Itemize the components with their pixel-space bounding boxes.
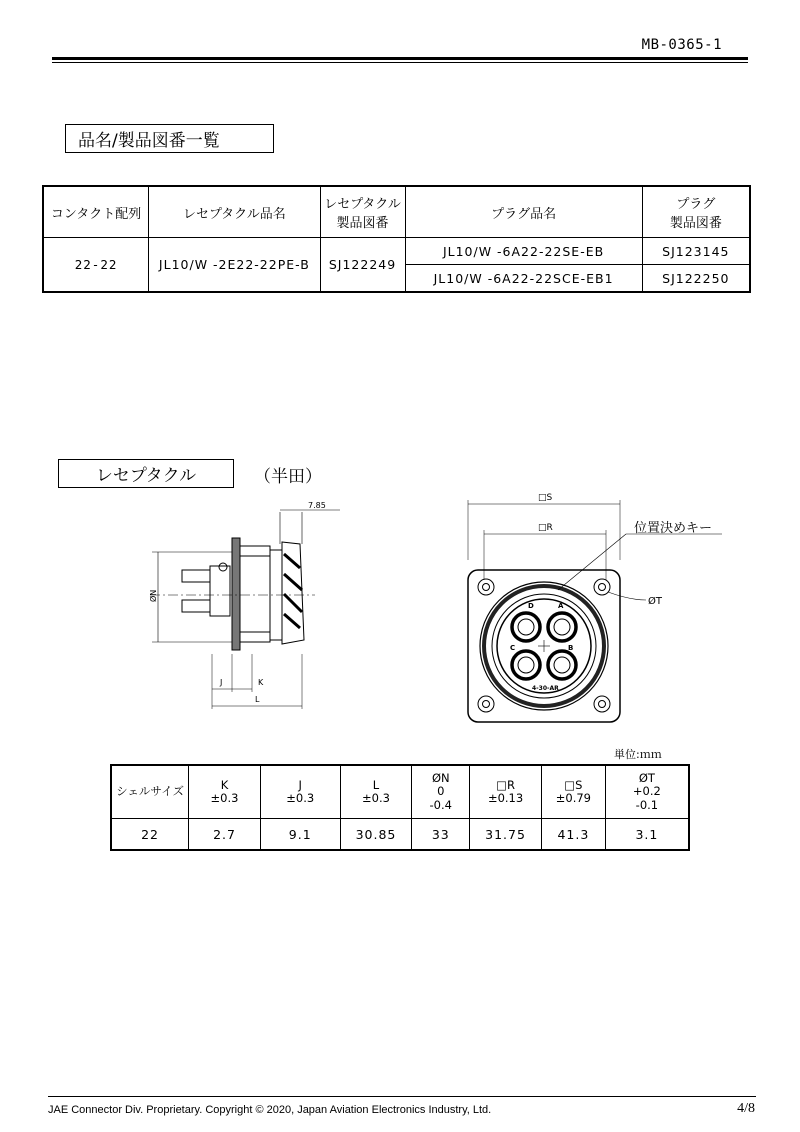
header-rule-thick [52, 57, 748, 60]
header-line: 製品図番 [336, 216, 389, 231]
header-cell [642, 186, 750, 238]
dim-label: K [258, 678, 264, 687]
header-cell [260, 765, 340, 819]
header-cell [412, 765, 470, 819]
page-number: 4/8 [737, 1101, 755, 1116]
value-cell: 41.3 [541, 819, 605, 851]
front-view-drawing [440, 490, 740, 730]
header-line: プラグ [676, 197, 716, 212]
value-cell: 2.7 [189, 819, 261, 851]
table-row [43, 238, 750, 265]
header-cell [470, 765, 542, 819]
header-symbol: □S [564, 777, 583, 792]
footer-copyright: JAE Connector Div. Proprietary. Copyright © 2020, Japan Aviation Electronics Industry, Ltd. [48, 1104, 492, 1116]
dimension-table [110, 764, 690, 851]
footer-rule [48, 1096, 756, 1097]
header-symbol: ØN [431, 771, 450, 786]
document-id: MB-0365-1 [641, 37, 722, 53]
header-symbol: J [298, 777, 302, 792]
table-header-row [111, 765, 689, 819]
dim-label: 7.85 [308, 501, 326, 510]
value-cell: 22 [111, 819, 189, 851]
header-tolerance: ±0.3 [286, 791, 315, 805]
header-tolerance: -0.1 [635, 797, 659, 812]
header-line: 製品図番 [669, 216, 722, 231]
header-tolerance: ±0.79 [555, 791, 591, 805]
header-tolerance: +0.2 [632, 784, 661, 799]
value-cell: 30.85 [340, 819, 412, 851]
plug-drawing-cell: SJ122250 [642, 265, 750, 293]
contact-label: C [510, 644, 516, 652]
header-tolerance: ±0.13 [487, 791, 524, 805]
value-cell: 33 [412, 819, 470, 851]
header-rule-thin [52, 62, 748, 63]
header-symbol: ØT [638, 771, 655, 786]
header-tolerance: ±0.3 [362, 791, 390, 805]
section-title: 品名/製品図番一覧 [78, 131, 220, 151]
header-symbol: K [220, 777, 229, 792]
header-cell: レセプタクル品名 [149, 186, 320, 238]
header-cell [320, 186, 405, 238]
header-cell: プラグ品名 [405, 186, 642, 238]
header-cell [340, 765, 412, 819]
value-cell: 3.1 [605, 819, 689, 851]
dim-label: ØN [149, 589, 158, 602]
header-tolerance: 0 [437, 784, 445, 799]
contact-label: A [558, 602, 564, 610]
header-symbol: L [372, 777, 380, 792]
section-title: レセプタクル [95, 466, 197, 486]
section-title-box [65, 124, 274, 153]
shell-marking: 4-30-AR [532, 685, 559, 692]
header-tolerance: -0.4 [429, 797, 452, 812]
contact-label: D [528, 602, 534, 610]
product-table [42, 185, 751, 293]
dim-label: J [220, 678, 223, 687]
section-title-box [58, 459, 234, 488]
header-cell: シェルサイズ [111, 765, 189, 819]
dim-label: □R [538, 523, 553, 533]
dim-label: □S [538, 493, 553, 503]
header-cell [605, 765, 689, 819]
header-cell [189, 765, 261, 819]
unit-label: 単位:ｍｍ [614, 748, 662, 761]
value-cell: 31.75 [470, 819, 542, 851]
header-symbol: □R [496, 777, 515, 792]
header-tolerance: ±0.3 [210, 791, 239, 805]
receptacle-drawing-cell: SJ122249 [320, 238, 405, 293]
value-cell: 9.1 [260, 819, 340, 851]
plug-name-cell: JL10/W -6A22-22SCE-EB1 [405, 265, 642, 293]
header-cell: コンタクト配列 [43, 186, 149, 238]
section-subtitle: （半田） [254, 467, 322, 487]
dim-label: L [255, 695, 260, 704]
side-view-drawing [140, 494, 360, 720]
header-line: レセプタクル [324, 197, 401, 212]
table-header-row [43, 186, 750, 238]
plug-drawing-cell: SJ123145 [642, 238, 750, 265]
contact-label: B [568, 644, 574, 652]
dim-label: ØT [648, 596, 662, 607]
receptacle-name-cell: JL10/W -2E22-22PE-B [149, 238, 320, 293]
header-cell [541, 765, 605, 819]
contact-cell: 22-22 [43, 238, 149, 293]
plug-name-cell: JL10/W -6A22-22SE-EB [405, 238, 642, 265]
key-label: 位置決めキー [634, 521, 713, 536]
table-row [111, 819, 689, 851]
